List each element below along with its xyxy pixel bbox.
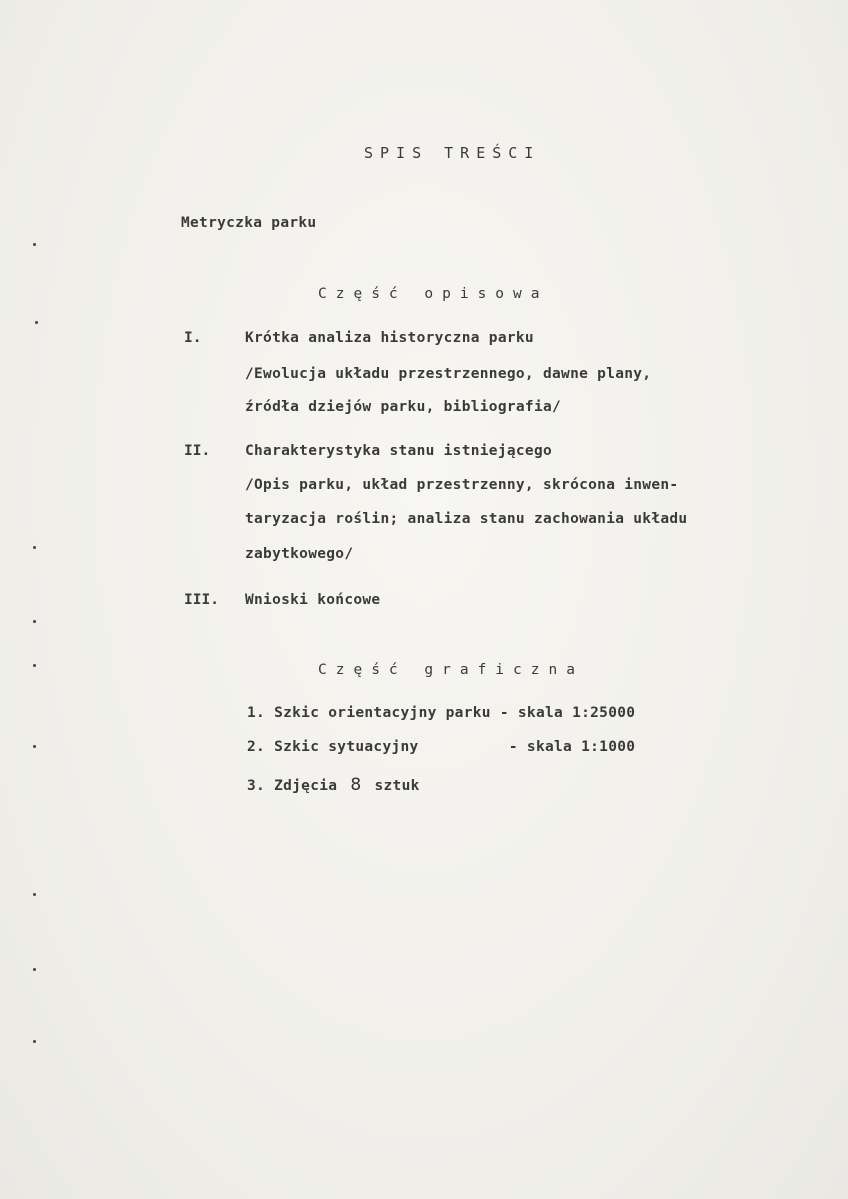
item-numeral: III. (184, 592, 219, 608)
item-line: /Opis parku, układ przestrzenny, skrócona inwen- (245, 477, 679, 493)
margin-dot (33, 745, 36, 748)
margin-dot (33, 243, 36, 246)
margin-dot (33, 620, 36, 623)
item-numeral: II. (184, 443, 211, 459)
margin-dot (33, 546, 36, 549)
item-line: Charakterystyka stanu istniejącego (245, 443, 553, 459)
margin-dot (35, 321, 38, 324)
margin-dot (33, 893, 36, 896)
graphic-item: 2. Szkic sytuacyjny - skala 1:1000 (247, 739, 636, 755)
handwritten-count: 8 (350, 775, 362, 795)
graphic-item-photos (247, 775, 420, 795)
graphic-item: 1. Szkic orientacyjny parku - skala 1:25000 (247, 705, 636, 721)
graphic-part-heading: Część graficzna (318, 662, 584, 678)
item-line: Krótka analiza historyczna parku (245, 330, 534, 346)
graphic-item-suffix: sztuk (374, 778, 420, 794)
margin-dot (33, 664, 36, 667)
intro-line: Metryczka parku (181, 215, 317, 231)
descriptive-part-heading: Część opisowa (318, 286, 549, 302)
margin-dot (33, 1040, 36, 1043)
item-numeral: I. (184, 330, 202, 346)
item-line: taryzacja roślin; analiza stanu zachowania układu (245, 511, 688, 527)
item-line: źródła dziejów parku, bibliografia/ (245, 399, 562, 415)
page-title: SPIS TREŚCI (364, 144, 541, 162)
item-line: Wnioski końcowe (245, 592, 381, 608)
item-line: zabytkowego/ (245, 546, 354, 562)
item-line: /Ewolucja układu przestrzennego, dawne plany, (245, 366, 652, 382)
margin-dot (33, 968, 36, 971)
graphic-item-prefix: 3. Zdjęcia (247, 778, 338, 794)
